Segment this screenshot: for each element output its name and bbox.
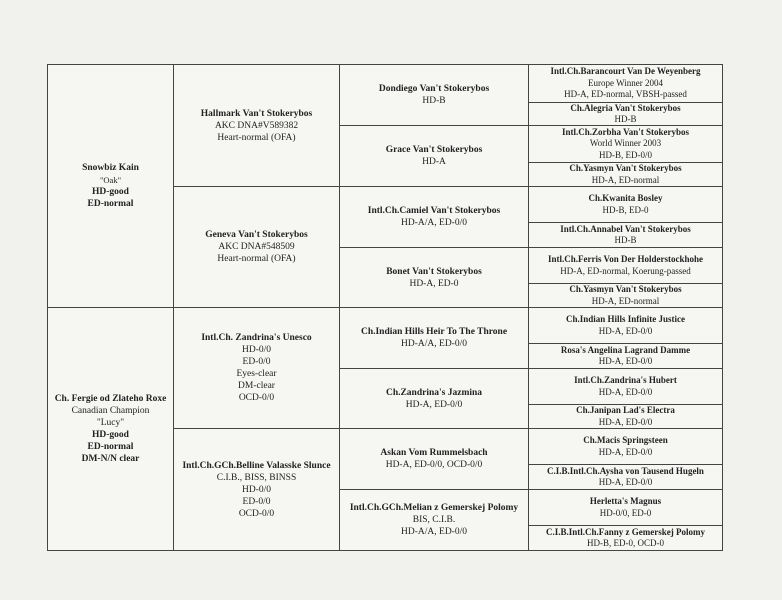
entry-name: Intl.Ch. Zandrina's Unesco xyxy=(201,333,312,343)
gen4-cell xyxy=(528,465,722,490)
dam-line: DM-N/N clear xyxy=(81,454,140,464)
entry-line: ED-0/0 xyxy=(242,357,271,367)
gen4-cell xyxy=(528,248,722,284)
entry-line: HD-A/A, ED-0/0 xyxy=(401,527,467,537)
gen4-cell xyxy=(528,526,722,550)
entry-line: HD-0/0, ED-0 xyxy=(599,507,652,518)
generation-3 xyxy=(339,65,528,550)
gen3-cell xyxy=(339,187,528,248)
entry-name: Askan Vom Rummelsbach xyxy=(380,448,488,458)
sire-cell xyxy=(48,65,173,308)
entry-line: HD-A, ED-0/0 xyxy=(405,399,463,410)
entry-name: Ch.Yasmyn Van't Stokerybos xyxy=(569,163,682,173)
entry-name: Ch.Macis Springsteen xyxy=(583,435,668,445)
generation-2 xyxy=(173,65,339,550)
sire-name: Snowbiz Kain xyxy=(82,163,139,173)
entry-line: Heart-normal (OFA) xyxy=(217,132,296,143)
gen4-cell xyxy=(528,405,722,429)
entry-name: Grace Van't Stokerybos xyxy=(385,145,483,155)
sire-sire-cell xyxy=(173,65,339,187)
entry-line: HD-A, ED-0/0 xyxy=(598,356,653,366)
entry-name: Geneva Van't Stokerybos xyxy=(205,230,308,240)
entry-line: HD-B xyxy=(614,235,637,245)
entry-line: HD-A xyxy=(422,157,446,167)
gen3-cell xyxy=(339,65,528,126)
entry-line: HD-A, ED-0/0 xyxy=(598,386,653,397)
gen3-cell xyxy=(339,369,528,429)
gen4-cell xyxy=(528,163,722,187)
entry-name: Dondiego Van't Stokerybos xyxy=(378,84,490,94)
entry-name: Intl.Ch.GCh.Melian z Gemerskej Polomy xyxy=(349,503,519,513)
gen4-cell xyxy=(528,65,722,103)
gen4-cell xyxy=(528,490,722,526)
entry-line: BIS, C.I.B. xyxy=(412,515,456,525)
entry-name: Ch.Yasmyn Van't Stokerybos xyxy=(569,284,682,294)
gen4-cell xyxy=(528,126,722,163)
entry-name: Intl.Ch.Ferris Von Der Holderstockhohe xyxy=(547,254,704,264)
gen4-cell xyxy=(528,429,722,465)
entry-name: Intl.Ch.Camiel Van't Stokerybos xyxy=(367,206,501,216)
dam-line: "Lucy" xyxy=(96,418,125,428)
entry-line: HD-B, ED-0, OCD-0 xyxy=(587,538,664,548)
gen4-cell xyxy=(528,344,722,369)
entry-line: HD-B, ED-0/0 xyxy=(599,149,652,160)
entry-line: HD-A/A, ED-0/0 xyxy=(401,218,467,228)
dam-line: HD-good xyxy=(92,430,129,440)
entry-line: HD-A, ED-normal xyxy=(591,174,660,185)
entry-line: HD-B xyxy=(422,96,446,106)
entry-name: Intl.Ch.Barancourt Van De Weyenberg xyxy=(550,66,701,77)
entry-line: HD-A, ED-0/0 xyxy=(598,416,653,427)
gen4-cell xyxy=(528,369,722,405)
dam-line: ED-normal xyxy=(87,442,134,452)
dam-cell xyxy=(48,308,173,550)
entry-line: C.I.B., BISS, BINSS xyxy=(216,472,297,483)
entry-line: HD-A, ED-0/0 xyxy=(598,446,653,457)
entry-line: HD-A, ED-normal xyxy=(591,295,660,306)
entry-line: OCD-0/0 xyxy=(238,508,275,519)
entry-name: C.I.B.Intl.Ch.Aysha von Tausend Hugeln xyxy=(547,465,704,476)
dam-line: Canadian Champion xyxy=(71,406,150,416)
gen3-cell xyxy=(339,429,528,490)
gen3-cell xyxy=(339,126,528,187)
entry-name: Ch.Alegria Van't Stokerybos xyxy=(570,103,681,113)
entry-name: Intl.Ch.Zorbha Van't Stokerybos xyxy=(561,126,690,137)
entry-name: Intl.Ch.GCh.Belline Valasske Slunce xyxy=(182,460,331,471)
generation-4 xyxy=(528,65,722,550)
entry-line: AKC DNA#V589382 xyxy=(214,120,299,131)
entry-name: Intl.Ch.Annabel Van't Stokerybos xyxy=(560,223,691,234)
generation-1 xyxy=(48,65,173,550)
dam-sire-cell xyxy=(173,308,339,429)
entry-name: Ch.Indian Hills Infinite Justice xyxy=(565,314,686,324)
entry-name: Rosa's Angelina Lagrand Damme xyxy=(560,344,691,355)
entry-name: Herletta's Magnus xyxy=(589,496,662,506)
gen4-cell xyxy=(528,284,722,308)
gen3-cell xyxy=(339,248,528,308)
entry-name: Ch.Kwanita Bosley xyxy=(588,193,663,203)
gen3-cell xyxy=(339,308,528,369)
gen4-cell xyxy=(528,308,722,344)
entry-name: Intl.Ch.Zandrina's Hubert xyxy=(574,375,677,385)
entry-line: HD-B xyxy=(614,114,637,124)
gen3-cell xyxy=(339,490,528,550)
dam-dam-cell xyxy=(173,429,339,550)
entry-line: HD-B, ED-0 xyxy=(602,204,649,215)
entry-name: C.I.B.Intl.Ch.Fanny z Gemerskej Polomy xyxy=(546,526,705,537)
gen4-cell xyxy=(528,103,722,126)
sire-dam-cell xyxy=(173,187,339,308)
entry-line: HD-0/0 xyxy=(241,484,272,495)
sire-nickname: "Oak" xyxy=(99,175,122,185)
entry-line: HD-A/A, ED-0/0 xyxy=(401,339,467,349)
entry-line: OCD-0/0 xyxy=(238,393,275,403)
sire-line: HD-good xyxy=(92,187,129,197)
entry-name: Hallmark Van't Stokerybos xyxy=(200,108,313,119)
sire-line: ED-normal xyxy=(87,199,134,209)
entry-name: Ch.Janipan Lad's Electra xyxy=(576,405,675,415)
entry-line: HD-A, ED-0/0 xyxy=(598,325,653,336)
entry-line: AKC DNA#548509 xyxy=(218,242,295,252)
entry-line: HD-A, ED-normal, VBSH-passed xyxy=(564,89,687,100)
entry-name: Ch.Zandrina's Jazmina xyxy=(385,387,483,398)
entry-line: HD-A, ED-0 xyxy=(409,278,459,289)
entry-line: Eyes-clear xyxy=(236,369,277,379)
entry-line: HD-A, ED-normal, Koerung-passed xyxy=(560,265,691,276)
entry-line: HD-A, ED-0/0, OCD-0/0 xyxy=(385,460,483,470)
entry-line: DM-clear xyxy=(238,381,275,391)
entry-line: World Winner 2003 xyxy=(589,138,662,149)
entry-line: Heart-normal (OFA) xyxy=(217,254,296,264)
entry-name: Ch.Indian Hills Heir To The Throne xyxy=(360,327,508,337)
gen4-cell xyxy=(528,223,722,248)
entry-line: ED-0/0 xyxy=(242,496,271,507)
pedigree-table xyxy=(47,64,723,551)
entry-line: Europe Winner 2004 xyxy=(588,77,663,88)
entry-line: HD-0/0 xyxy=(241,345,272,355)
entry-name: Bonet Van't Stokerybos xyxy=(386,266,482,277)
gen4-cell xyxy=(528,187,722,223)
entry-line: HD-A, ED-0/0 xyxy=(598,477,653,487)
dam-name: Ch. Fergie od Zlateho Roxe xyxy=(54,394,167,404)
